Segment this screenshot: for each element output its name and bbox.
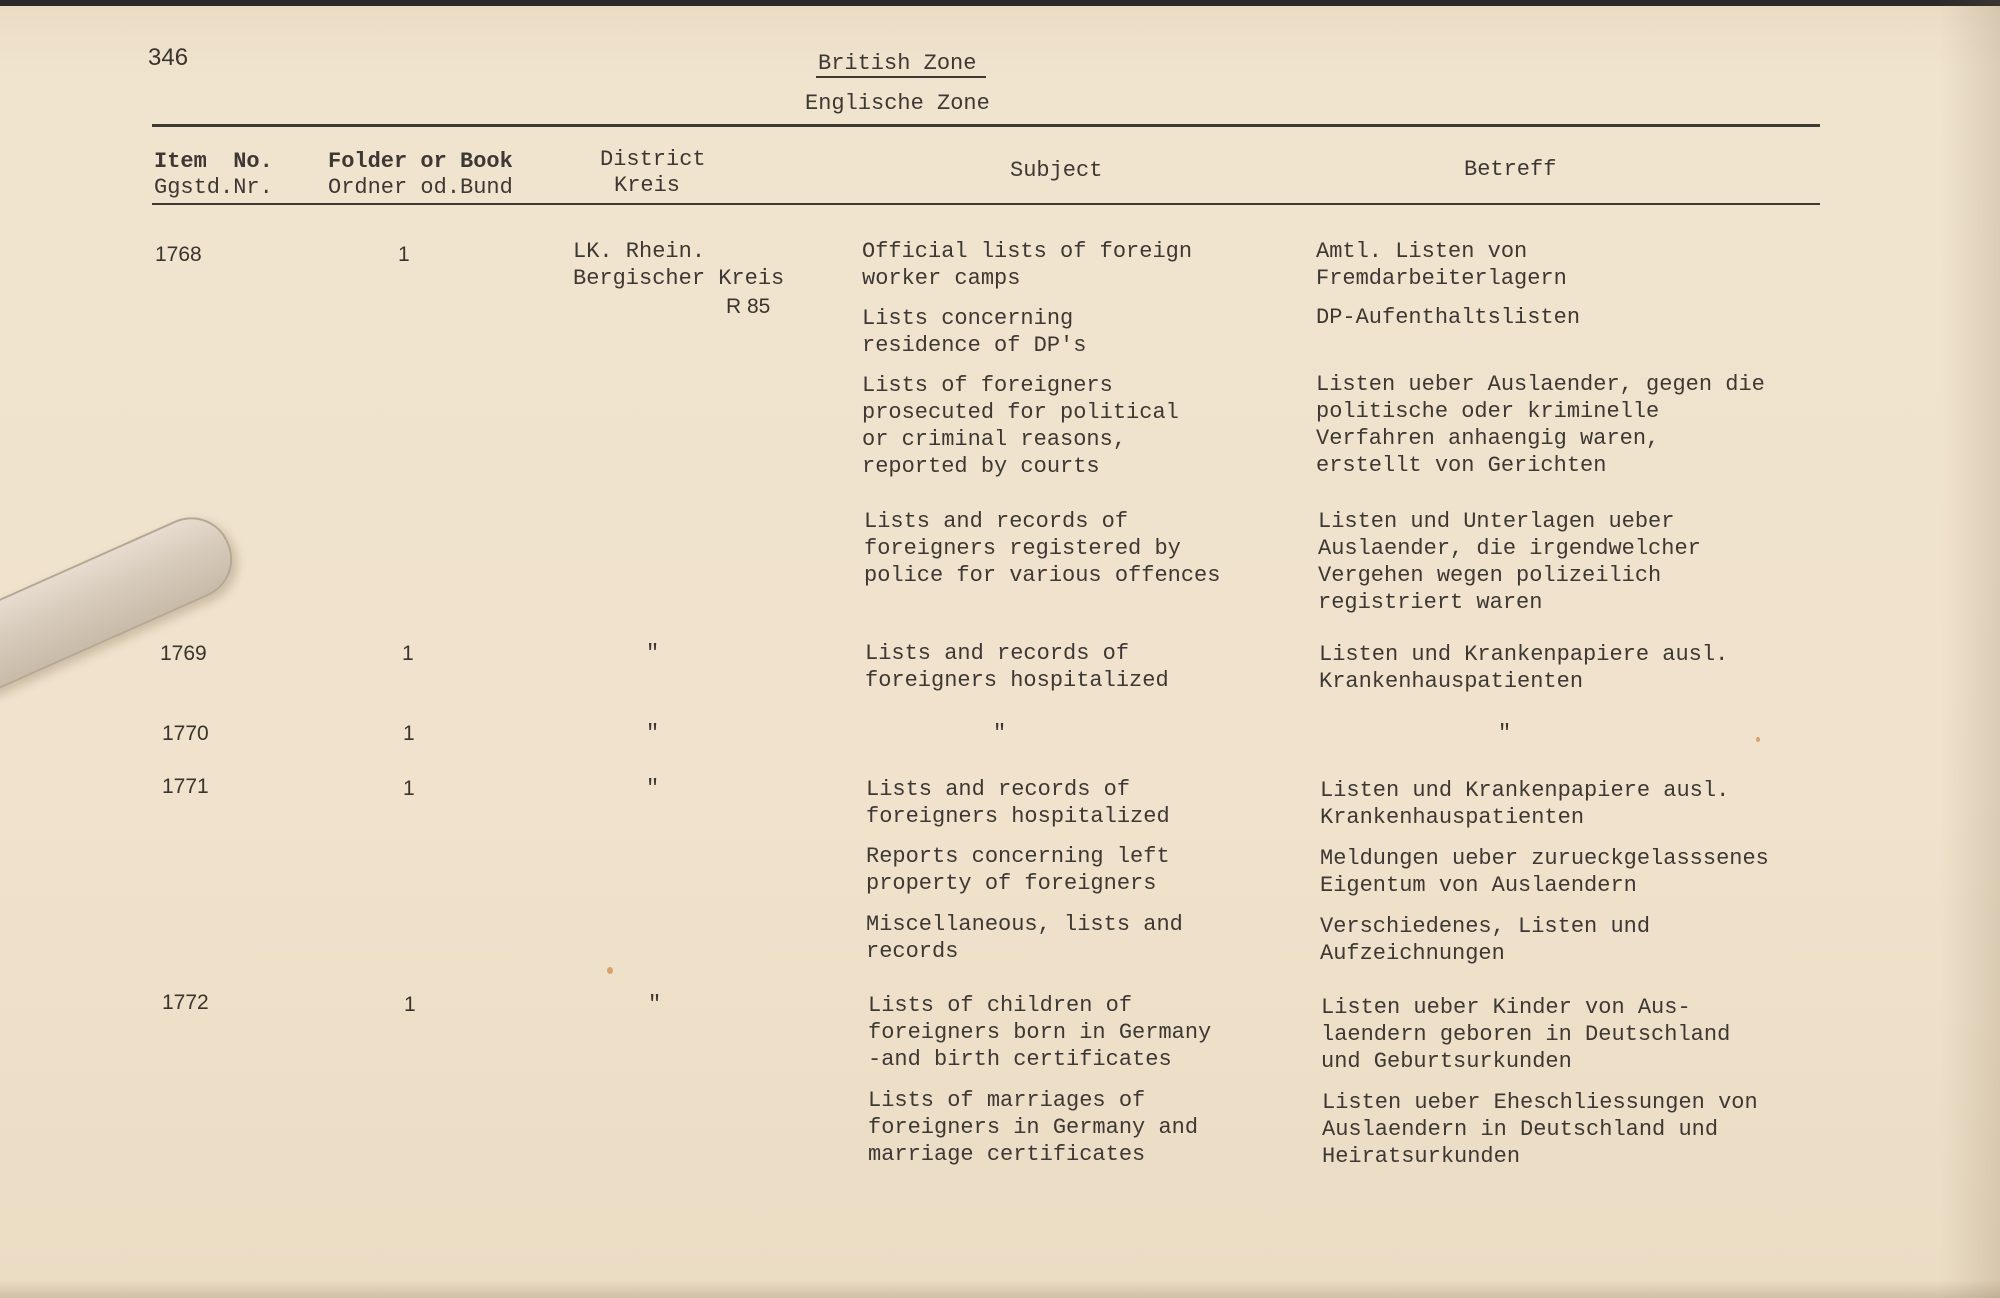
ink-spot <box>607 967 613 974</box>
subject-entry: Lists of children of foreigners born in Germany -and birth certificates <box>868 993 1212 1072</box>
district-name: LK. Rhein. Bergischer Kreis <box>573 239 785 291</box>
folder-number: 1 <box>403 777 415 800</box>
ditto-mark: " <box>646 776 660 801</box>
page-subtitle: Englische Zone <box>805 91 990 116</box>
title-underline <box>816 76 986 78</box>
ditto-mark: " <box>648 992 662 1017</box>
scan-top-edge <box>0 0 2000 6</box>
item-number: 1771 <box>162 775 209 798</box>
binding-shadow <box>1940 0 2000 1298</box>
header-folder-de: Ordner od.Bund <box>328 175 513 200</box>
betreff-entry: Amtl. Listen von Fremdarbeiterlagern <box>1316 239 1567 291</box>
folder-number: 1 <box>403 722 415 745</box>
betreff-entry: Listen ueber Kinder von Aus- laendern geboren in Deutschland und Geburtsurkunden <box>1321 995 1731 1074</box>
item-number: 1770 <box>162 722 209 745</box>
ditto-mark: " <box>646 721 660 746</box>
header-subject: Subject <box>1010 158 1103 183</box>
ditto-mark: " <box>993 721 1007 746</box>
betreff-entry: Verschiedenes, Listen und Aufzeichnungen <box>1320 914 1651 966</box>
subject-entry: Lists and records of foreigners registered by police for various offences <box>864 509 1221 588</box>
header-district-de: Kreis <box>614 173 681 198</box>
folder-number: 1 <box>398 243 410 266</box>
header-district-en: District <box>600 147 706 172</box>
header-item-en: Item No. <box>154 149 273 174</box>
ditto-mark: " <box>646 641 660 666</box>
page-title: British Zone <box>818 51 977 76</box>
item-number: 1769 <box>160 642 207 665</box>
subject-entry: Lists concerning residence of DP's <box>862 306 1087 358</box>
subject-entry: Official lists of foreign worker camps <box>862 239 1193 291</box>
betreff-entry: Listen ueber Eheschliessungen von Auslaendern in Deutschland und Heiratsurkunden <box>1322 1090 1758 1169</box>
folder-number: 1 <box>402 642 414 665</box>
item-number: 1772 <box>162 991 209 1014</box>
subject-entry: Reports concerning left property of foreigners <box>866 844 1170 896</box>
header-folder-en: Folder or Book <box>328 149 513 174</box>
betreff-entry: Listen ueber Auslaender, gegen die politische oder kriminelle Verfahren anhaengig waren, erstellt von Gerichten <box>1316 372 1765 478</box>
betreff-entry: DP-Aufenthaltslisten <box>1316 305 1581 330</box>
item-number: 1768 <box>155 243 202 266</box>
subject-entry: Lists of marriages of foreigners in Germany and marriage certificates <box>868 1088 1199 1167</box>
betreff-entry: Listen und Krankenpapiere ausl. Krankenhauspatienten <box>1319 642 1729 694</box>
betreff-entry: Listen und Unterlagen ueber Auslaender, die irgendwelcher Vergehen wegen polizeilich registriert waren <box>1318 509 1701 615</box>
subject-entry: Lists and records of foreigners hospitalized <box>865 641 1169 693</box>
betreff-entry: Listen und Krankenpapiere ausl. Krankenhauspatienten <box>1320 778 1730 830</box>
subject-entry: Lists and records of foreigners hospitalized <box>866 777 1170 829</box>
pen-object <box>0 505 245 728</box>
page-number: 346 <box>148 44 189 71</box>
header-item-de: Ggstd.Nr. <box>154 175 273 200</box>
subject-entry: Lists of foreigners prosecuted for political or criminal reasons, reported by courts <box>862 373 1179 479</box>
header-betreff: Betreff <box>1464 157 1557 182</box>
subject-entry: Miscellaneous, lists and records <box>866 912 1183 964</box>
folder-number: 1 <box>404 993 416 1016</box>
header-top-rule <box>152 124 1820 127</box>
district-code: R 85 <box>726 295 771 318</box>
ditto-mark: " <box>1498 721 1512 746</box>
betreff-entry: Meldungen ueber zurueckgelasssenes Eigentum von Auslaendern <box>1320 846 1769 898</box>
bottom-edge-shadow <box>0 1280 2000 1298</box>
ink-spot <box>1756 737 1760 742</box>
header-bottom-rule <box>152 203 1820 205</box>
